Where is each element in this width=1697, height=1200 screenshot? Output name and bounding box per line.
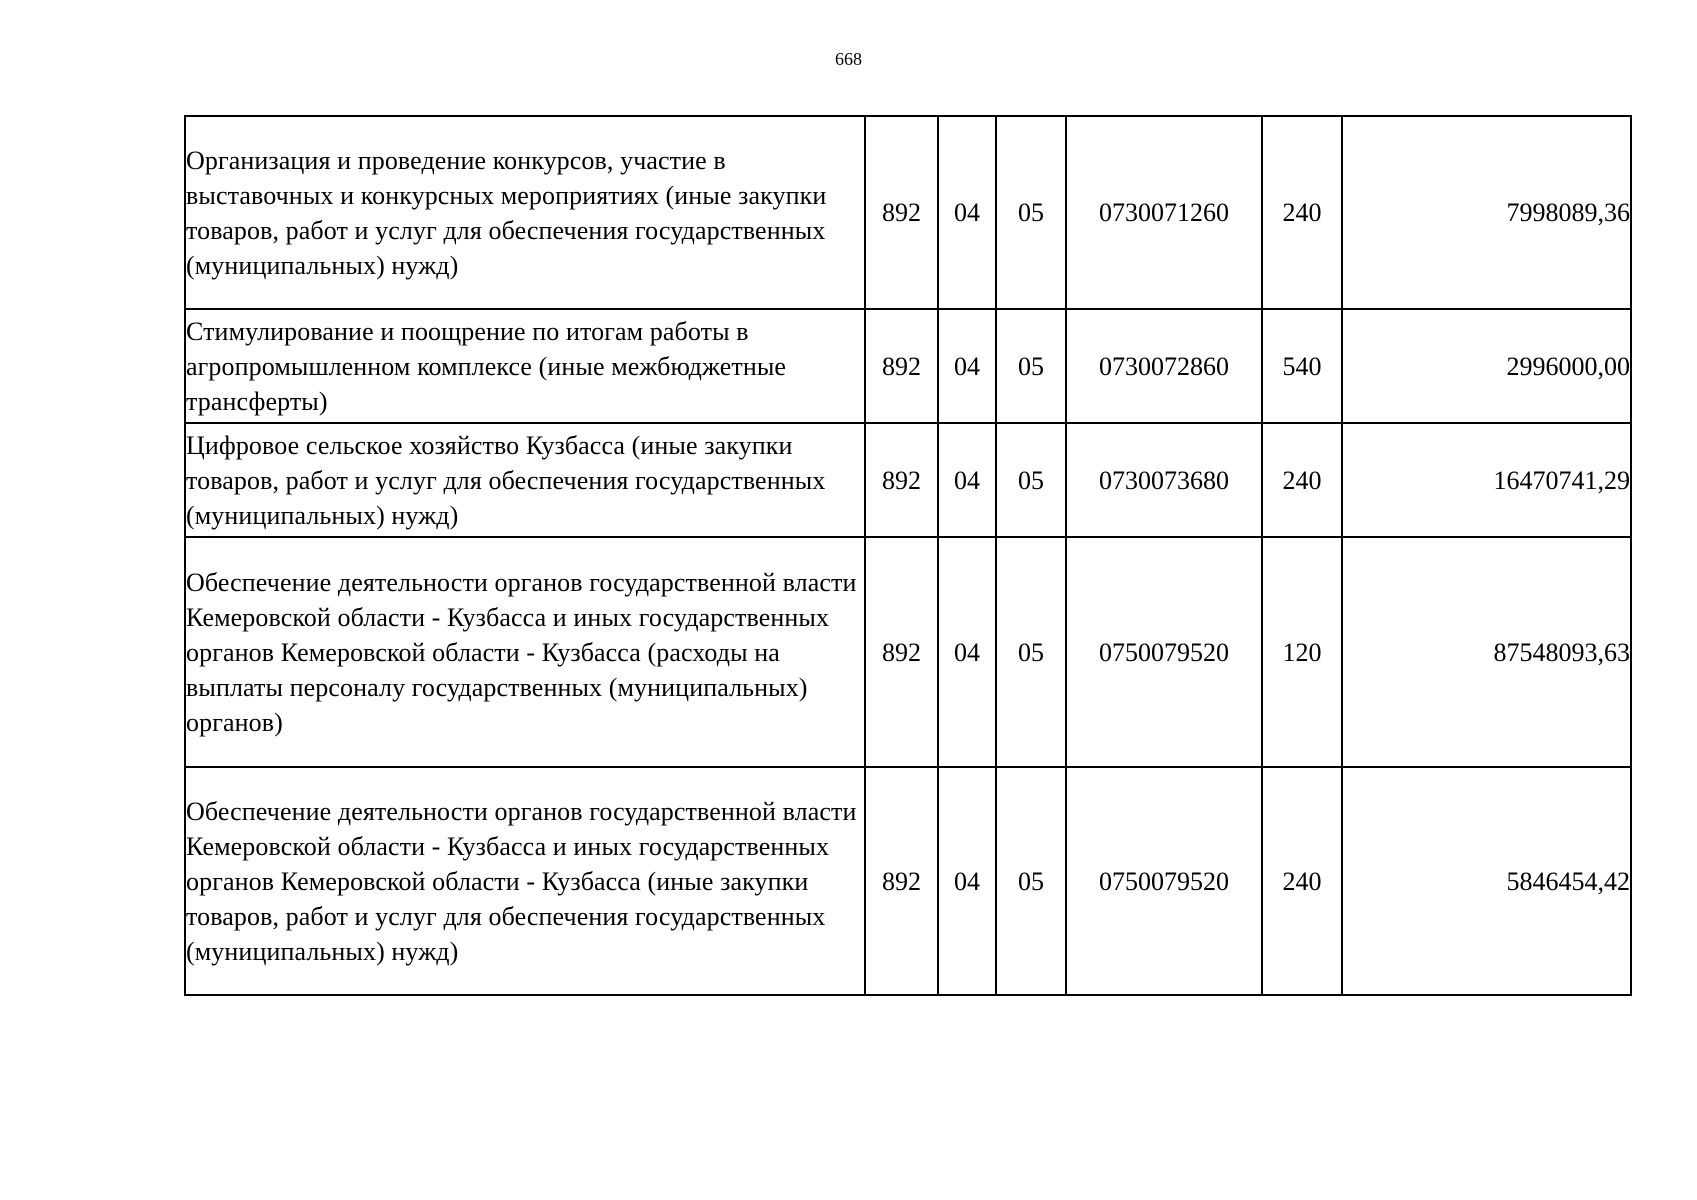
- subsection-code-cell: 05: [996, 423, 1066, 537]
- page-number: 668: [835, 49, 862, 69]
- expense-type-cell: 120: [1262, 537, 1342, 767]
- section-code-cell: 04: [938, 116, 996, 309]
- ministry-code-cell: 892: [865, 309, 938, 423]
- amount-cell: 7998089,36: [1342, 116, 1631, 309]
- subsection-code-cell: 05: [996, 309, 1066, 423]
- ministry-code-cell: 892: [865, 767, 938, 995]
- table-row: [185, 116, 1631, 309]
- expense-type-cell: 540: [1262, 309, 1342, 423]
- subsection-code-cell: 05: [996, 767, 1066, 995]
- subsection-code-cell: 05: [996, 537, 1066, 767]
- ministry-code-cell: 892: [865, 537, 938, 767]
- amount-cell: 16470741,29: [1342, 423, 1631, 537]
- table-row: [185, 423, 1631, 537]
- expense-name-cell: Обеспечение деятельности органов государственной власти Кемеровской области - Кузбасса и иных государственных органов Кемеровской области - Кузбасса (расходы на выплаты персоналу государственных (муниципальных) органов): [185, 537, 865, 767]
- section-code-cell: 04: [938, 537, 996, 767]
- expense-name-cell: Организация и проведение конкурсов, участие в выставочных и конкурсных мероприятиях (иные закупки товаров, работ и услуг для обеспечения государственных (муниципальных) нужд): [185, 116, 865, 309]
- expense-type-cell: 240: [1262, 767, 1342, 995]
- budget-table: [184, 115, 1632, 996]
- target-article-cell: 0730071260: [1066, 116, 1262, 309]
- expense-name-cell: Стимулирование и поощрение по итогам работы в агропромышленном комплексе (иные межбюджетные трансферты): [185, 309, 865, 423]
- ministry-code-cell: 892: [865, 116, 938, 309]
- table-row: [185, 767, 1631, 995]
- section-code-cell: 04: [938, 309, 996, 423]
- expense-name-cell: Цифровое сельское хозяйство Кузбасса (иные закупки товаров, работ и услуг для обеспечения государственных (муниципальных) нужд): [185, 423, 865, 537]
- target-article-cell: 0750079520: [1066, 767, 1262, 995]
- expense-type-cell: 240: [1262, 423, 1342, 537]
- section-code-cell: 04: [938, 423, 996, 537]
- expense-type-cell: 240: [1262, 116, 1342, 309]
- ministry-code-cell: 892: [865, 423, 938, 537]
- subsection-code-cell: 05: [996, 116, 1066, 309]
- amount-cell: 5846454,42: [1342, 767, 1631, 995]
- table-row: [185, 537, 1631, 767]
- amount-cell: 2996000,00: [1342, 309, 1631, 423]
- target-article-cell: 0730072860: [1066, 309, 1262, 423]
- target-article-cell: 0750079520: [1066, 537, 1262, 767]
- amount-cell: 87548093,63: [1342, 537, 1631, 767]
- target-article-cell: 0730073680: [1066, 423, 1262, 537]
- table-row: [185, 309, 1631, 423]
- section-code-cell: 04: [938, 767, 996, 995]
- expense-name-cell: Обеспечение деятельности органов государственной власти Кемеровской области - Кузбасса и иных государственных органов Кемеровской области - Кузбасса (иные закупки товаров, работ и услуг для обеспечения государственных (муниципальных) нужд): [185, 767, 865, 995]
